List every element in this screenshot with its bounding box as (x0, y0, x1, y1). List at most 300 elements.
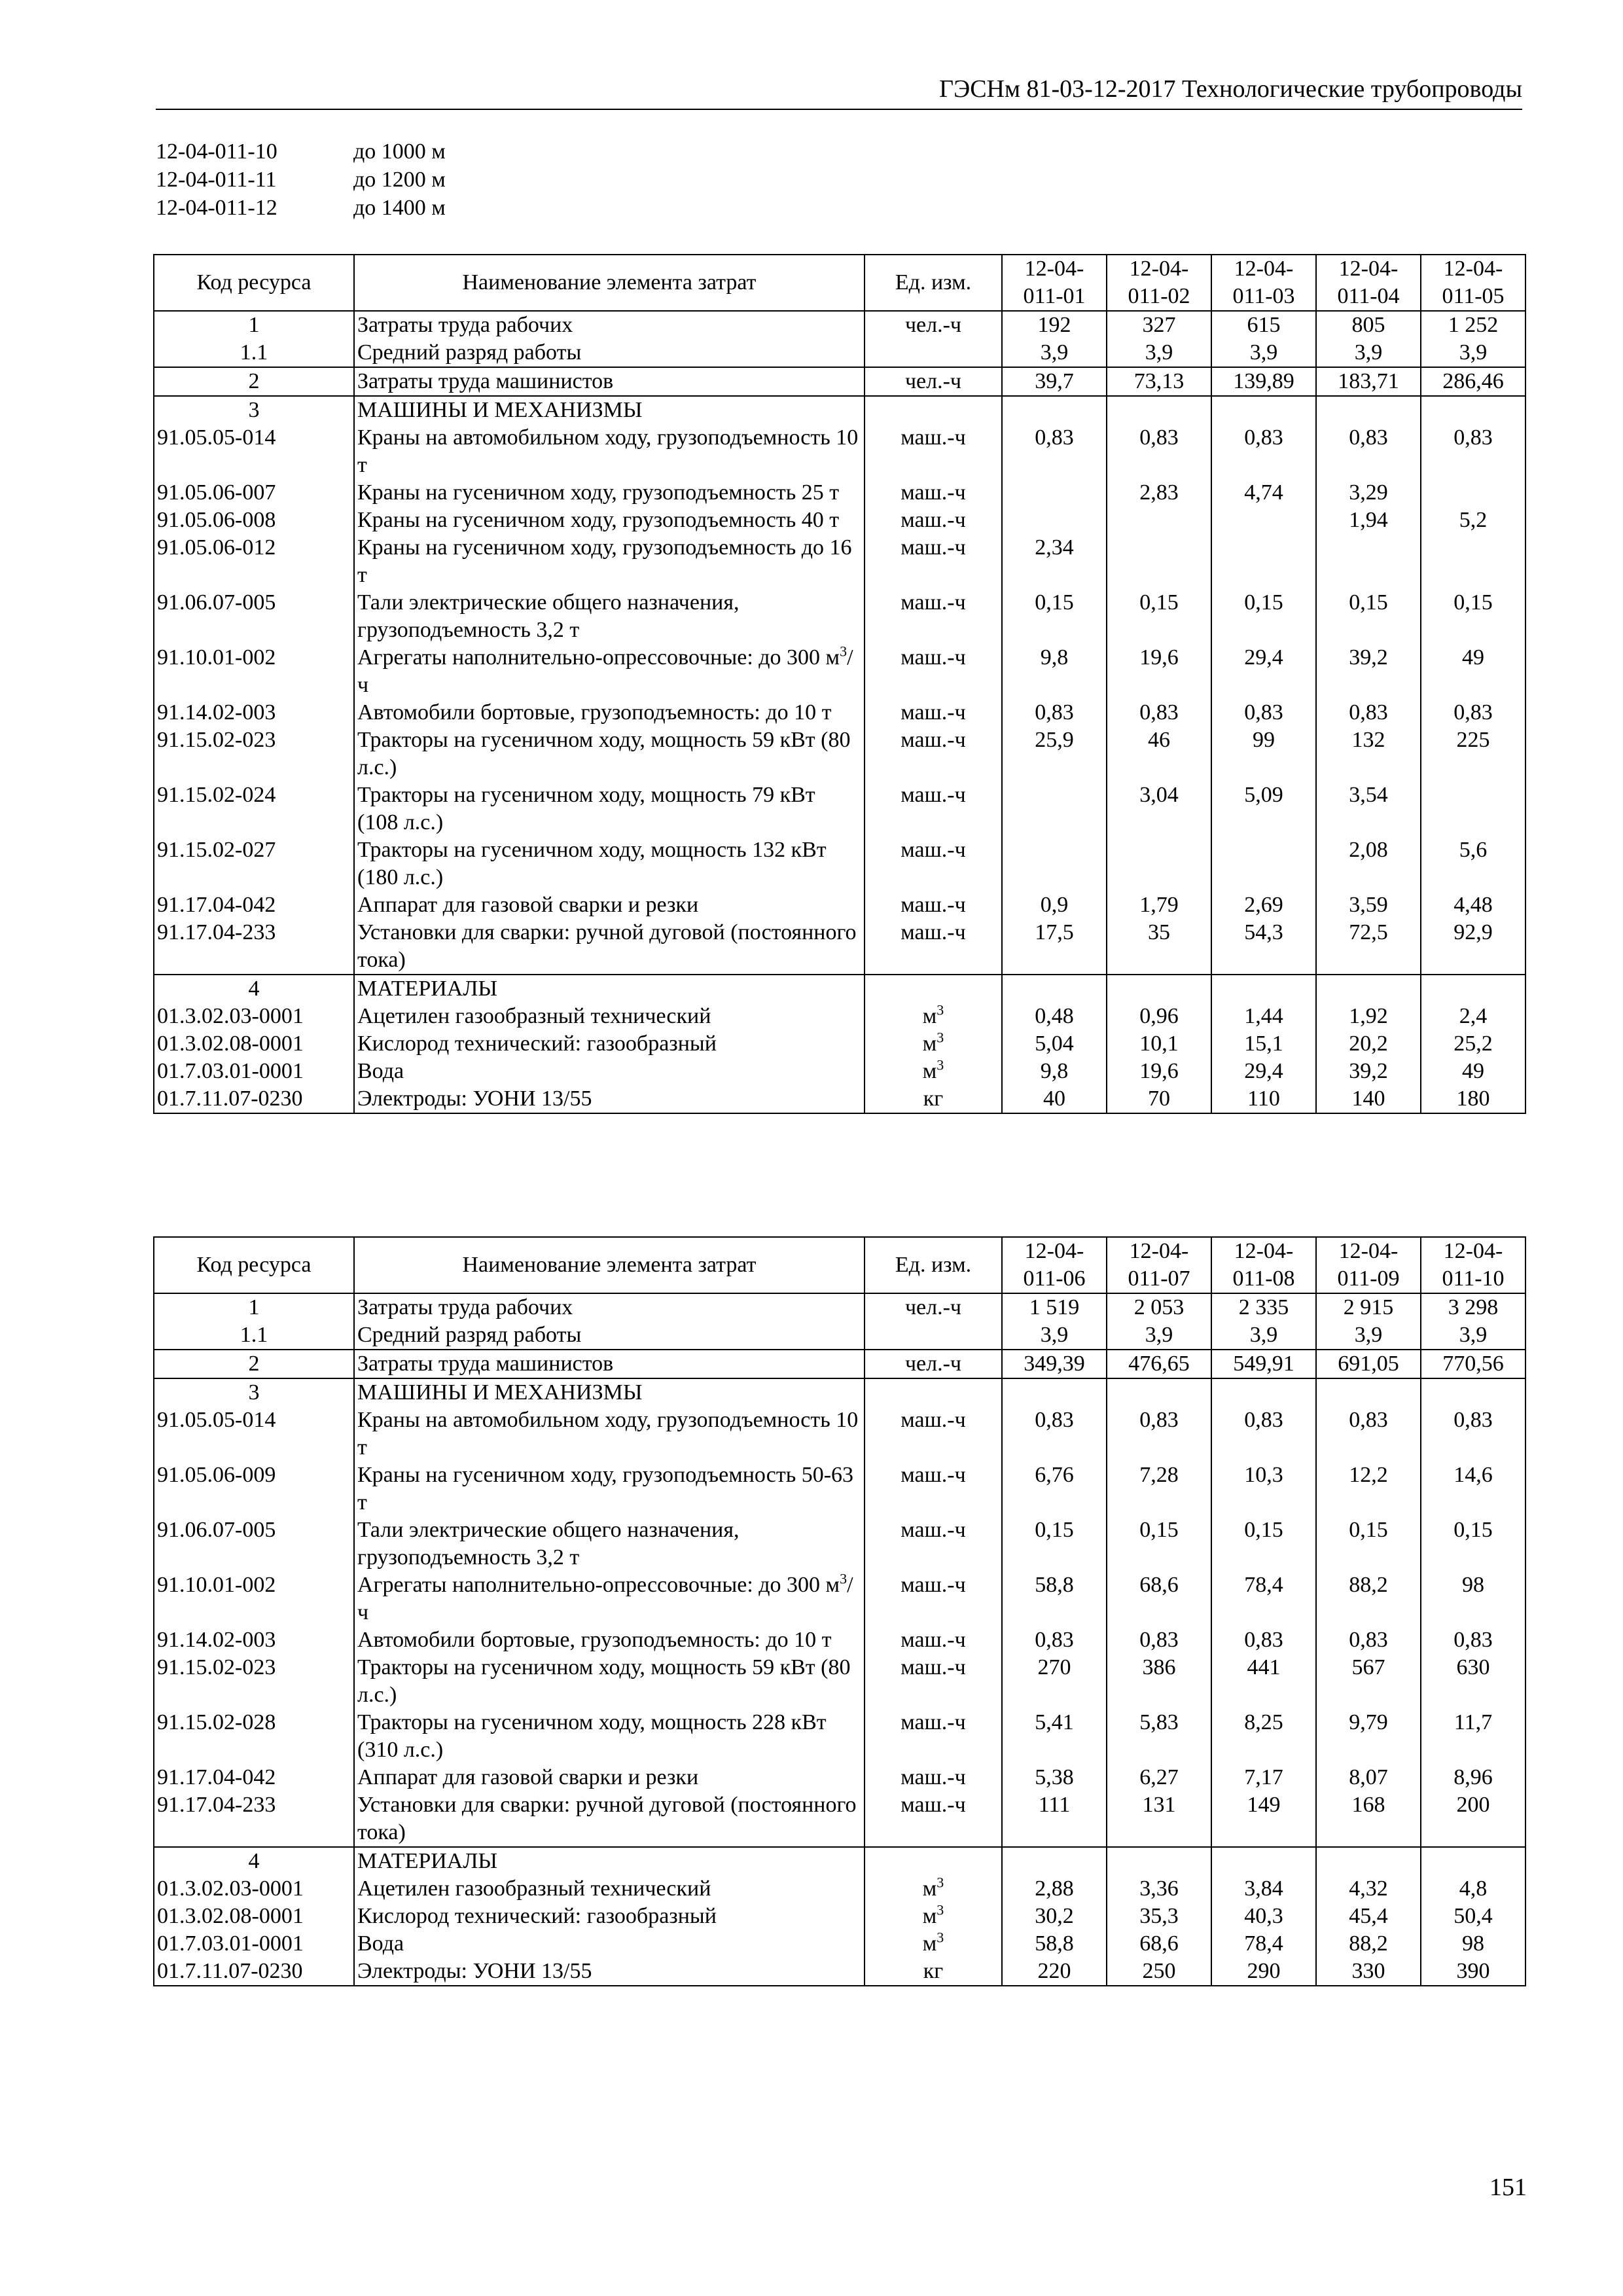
resource-code: 01.7.11.07-0230 (154, 1958, 354, 1986)
name-text: Электроды: УОНИ 13/55 (357, 1959, 592, 1983)
resource-code: 91.05.06-007 (154, 479, 354, 507)
table-row (154, 1516, 1525, 1571)
resource-code: 91.05.05-014 (154, 1407, 354, 1462)
unit-text: маш.-ч (901, 645, 966, 670)
unit-superscript: 3 (936, 1929, 944, 1946)
value-cell: 4,8 (1421, 1875, 1525, 1903)
value-cell: 9,79 (1316, 1709, 1421, 1764)
name-text: Кислород технический: газообразный (357, 1904, 717, 1928)
intro-text: до 1000 м (353, 139, 446, 164)
intro-row (156, 194, 446, 222)
name-text: Краны на автомобильном ходу, грузоподъемность 10 т (357, 425, 859, 477)
value-cell: 132 (1316, 726, 1421, 781)
name-text: Агрегаты наполнительно-опрессовочные: до 300 м (357, 645, 840, 670)
value-cell (1002, 975, 1107, 1003)
name-text: Автомобили бортовые, грузоподъемность: до 10 т (357, 1628, 832, 1652)
value-cell: 49 (1421, 644, 1525, 699)
cost-element-name (354, 1462, 865, 1516)
value-cell (1211, 1378, 1316, 1407)
value-cell: 3,9 (1316, 339, 1421, 367)
value-cell: 9,8 (1002, 1058, 1107, 1085)
value-cell: 88,2 (1316, 1930, 1421, 1958)
value-cell: 49 (1421, 1058, 1525, 1085)
unit-text: маш.-ч (901, 728, 966, 752)
resource-code: 91.15.02-024 (154, 781, 354, 836)
cost-element-name (354, 1058, 865, 1085)
unit-text: маш.-ч (901, 535, 966, 560)
value-cell: 15,1 (1211, 1030, 1316, 1058)
table-row (154, 1085, 1525, 1113)
unit-text: маш.-ч (901, 838, 966, 862)
value-cell (1211, 1847, 1316, 1875)
value-cell: 70 (1107, 1085, 1211, 1113)
resource-code: 91.15.02-023 (154, 726, 354, 781)
value-cell: 2,69 (1211, 891, 1316, 919)
value-cell: 0,15 (1107, 1516, 1211, 1571)
value-cell: 35 (1107, 919, 1211, 975)
value-cell: 58,8 (1002, 1930, 1107, 1958)
document-title: ГЭСНм 81-03-12-2017 Технологические трубопроводы (939, 75, 1522, 103)
value-cell: 6,27 (1107, 1764, 1211, 1791)
value-cell: 3,9 (1107, 1321, 1211, 1350)
cost-element-name (354, 919, 865, 975)
value-cell: 8,96 (1421, 1764, 1525, 1791)
cost-element-name (354, 699, 865, 726)
value-cell: 3 298 (1421, 1293, 1525, 1321)
section-row (154, 975, 1525, 1003)
name-text: Затраты труда машинистов (357, 369, 614, 393)
section-row (154, 1378, 1525, 1407)
resource-code: 91.17.04-233 (154, 1791, 354, 1847)
unit-text: чел.-ч (904, 1352, 962, 1376)
resource-code: 01.3.02.08-0001 (154, 1030, 354, 1058)
value-cell (1316, 1847, 1421, 1875)
value-cell: 5,6 (1421, 836, 1525, 891)
value-cell: 11,7 (1421, 1709, 1525, 1764)
value-cell: 0,15 (1421, 1516, 1525, 1571)
resource-code: 91.17.04-233 (154, 919, 354, 975)
resource-code: 91.15.02-023 (154, 1654, 354, 1709)
value-cell: 0,48 (1002, 1003, 1107, 1030)
unit-text: кг (923, 1959, 944, 1983)
unit-text: маш.-ч (901, 920, 966, 944)
value-cell: 805 (1316, 311, 1421, 339)
value-cell: 4,48 (1421, 891, 1525, 919)
value-cell: 0,15 (1211, 589, 1316, 644)
resource-code: 91.05.06-012 (154, 534, 354, 589)
unit-text: м (922, 1031, 937, 1056)
unit-superscript: 3 (936, 1901, 944, 1918)
resource-code: 91.05.06-008 (154, 507, 354, 534)
value-cell: 139,89 (1211, 367, 1316, 396)
column-header-rate: 12-04-011-06 (1002, 1237, 1107, 1293)
cost-element-name (354, 726, 865, 781)
unit-cell (865, 1030, 1002, 1058)
name-text: Затраты труда машинистов (357, 1352, 614, 1376)
name-text: Аппарат для газовой сварки и резки (357, 893, 699, 917)
value-cell: 50,4 (1421, 1903, 1525, 1930)
name-text: Тали электрические общего назначения, грузоподъемность 3,2 т (357, 590, 740, 642)
unit-text: маш.-ч (901, 1793, 966, 1817)
cost-element-name (354, 311, 865, 339)
value-cell: 14,6 (1421, 1462, 1525, 1516)
value-cell: 1 519 (1002, 1293, 1107, 1321)
table-row (154, 699, 1525, 726)
cost-element-name (354, 589, 865, 644)
value-cell: 25,9 (1002, 726, 1107, 781)
unit-cell (865, 589, 1002, 644)
cost-element-name (354, 507, 865, 534)
value-cell: 2,34 (1002, 534, 1107, 589)
value-cell (1316, 396, 1421, 424)
value-cell (1002, 479, 1107, 507)
unit-cell (865, 1321, 1002, 1350)
value-cell: 168 (1316, 1791, 1421, 1847)
name-text: МАТЕРИАЛЫ (357, 1849, 498, 1873)
column-header-rate: 12-04-011-01 (1002, 255, 1107, 311)
running-header (156, 73, 1522, 110)
unit-cell (865, 1378, 1002, 1407)
value-cell: 290 (1211, 1958, 1316, 1986)
resource-code: 91.15.02-027 (154, 836, 354, 891)
value-cell (1211, 836, 1316, 891)
value-cell: 225 (1421, 726, 1525, 781)
value-cell: 88,2 (1316, 1571, 1421, 1626)
value-cell: 5,41 (1002, 1709, 1107, 1764)
value-cell: 0,9 (1002, 891, 1107, 919)
column-header-rate: 12-04-011-04 (1316, 255, 1421, 311)
intro-row (156, 137, 446, 166)
table-row (154, 589, 1525, 644)
value-cell (1421, 975, 1525, 1003)
table-row (154, 1958, 1525, 1986)
unit-cell (865, 339, 1002, 367)
value-cell: 4,74 (1211, 479, 1316, 507)
value-cell: 1 252 (1421, 311, 1525, 339)
table-row (154, 1791, 1525, 1847)
value-cell: 567 (1316, 1654, 1421, 1709)
value-cell: 149 (1211, 1791, 1316, 1847)
name-text: МАШИНЫ И МЕХАНИЗМЫ (357, 398, 643, 422)
column-header-rate: 12-04-011-05 (1421, 255, 1525, 311)
unit-text: чел.-ч (904, 313, 962, 337)
unit-text: м (922, 1904, 937, 1928)
value-cell: 68,6 (1107, 1930, 1211, 1958)
unit-cell (865, 1930, 1002, 1958)
value-cell: 3,9 (1107, 339, 1211, 367)
table-row (154, 1293, 1525, 1321)
name-text: Средний разряд работы (357, 1323, 582, 1347)
value-cell (1002, 836, 1107, 891)
value-cell: 5,38 (1002, 1764, 1107, 1791)
unit-cell (865, 396, 1002, 424)
column-header-code: Код ресурса (154, 1237, 354, 1293)
value-cell: 386 (1107, 1654, 1211, 1709)
value-cell: 35,3 (1107, 1903, 1211, 1930)
value-cell (1421, 396, 1525, 424)
cost-element-name (354, 1571, 865, 1626)
value-cell: 0,15 (1002, 1516, 1107, 1571)
unit-text: маш.-ч (901, 425, 966, 450)
table-row (154, 1930, 1525, 1958)
unit-cell (865, 699, 1002, 726)
name-text: Краны на автомобильном ходу, грузоподъемность 10 т (357, 1408, 859, 1460)
value-cell: 0,15 (1316, 1516, 1421, 1571)
unit-text: маш.-ч (901, 590, 966, 615)
unit-cell (865, 975, 1002, 1003)
unit-superscript: 3 (936, 1001, 944, 1018)
cost-element-name (354, 1791, 865, 1847)
page-number: 151 (1489, 2174, 1527, 2201)
value-cell (1316, 975, 1421, 1003)
column-header-name: Наименование элемента затрат (354, 1237, 865, 1293)
value-cell: 140 (1316, 1085, 1421, 1113)
unit-cell (865, 1462, 1002, 1516)
value-cell (1002, 396, 1107, 424)
value-cell: 4,32 (1316, 1875, 1421, 1903)
name-text: Кислород технический: газообразный (357, 1031, 717, 1056)
value-cell (1107, 507, 1211, 534)
value-cell: 3,9 (1316, 1321, 1421, 1350)
cost-element-name (354, 1350, 865, 1378)
name-text: Краны на гусеничном ходу, грузоподъемность 40 т (357, 508, 840, 532)
unit-cell (865, 1516, 1002, 1571)
name-text: Тракторы на гусеничном ходу, мощность 79 кВт (108 л.с.) (357, 783, 815, 834)
cost-element-name (354, 1321, 865, 1350)
resource-code: 4 (154, 975, 354, 1003)
unit-text: маш.-ч (901, 893, 966, 917)
cost-element-name (354, 1003, 865, 1030)
name-text: Ацетилен газообразный технический (357, 1004, 711, 1028)
name-text: МАШИНЫ И МЕХАНИЗМЫ (357, 1380, 643, 1405)
cost-element-name (354, 367, 865, 396)
unit-cell (865, 726, 1002, 781)
value-cell: 2 915 (1316, 1293, 1421, 1321)
unit-cell (865, 1764, 1002, 1791)
table-row (154, 781, 1525, 836)
value-cell: 349,39 (1002, 1350, 1107, 1378)
unit-cell (865, 1626, 1002, 1654)
name-text: Краны на гусеничном ходу, грузоподъемность 25 т (357, 480, 840, 505)
value-cell (1002, 781, 1107, 836)
value-cell: 1,94 (1316, 507, 1421, 534)
unit-text: маш.-ч (901, 508, 966, 532)
resource-code: 91.17.04-042 (154, 1764, 354, 1791)
unit-text: маш.-ч (901, 1710, 966, 1734)
section-row (154, 1847, 1525, 1875)
value-cell: 73,13 (1107, 367, 1211, 396)
value-cell: 110 (1211, 1085, 1316, 1113)
resource-code: 01.3.02.08-0001 (154, 1903, 354, 1930)
value-cell: 286,46 (1421, 367, 1525, 396)
resource-code: 2 (154, 367, 354, 396)
unit-cell (865, 781, 1002, 836)
value-cell (1002, 1378, 1107, 1407)
value-cell: 0,15 (1002, 589, 1107, 644)
value-cell: 3,9 (1211, 339, 1316, 367)
value-cell: 3,29 (1316, 479, 1421, 507)
value-cell (1107, 836, 1211, 891)
value-cell: 192 (1002, 311, 1107, 339)
value-cell: 270 (1002, 1654, 1107, 1709)
unit-cell (865, 836, 1002, 891)
unit-cell (865, 1407, 1002, 1462)
unit-cell (865, 644, 1002, 699)
value-cell: 3,04 (1107, 781, 1211, 836)
name-text: Тракторы на гусеничном ходу, мощность 59 кВт (80 л.с.) (357, 728, 851, 780)
resource-table-1 (153, 254, 1526, 1114)
unit-text: м (922, 1876, 937, 1901)
value-cell: 19,6 (1107, 644, 1211, 699)
table-row (154, 311, 1525, 339)
value-cell: 3,9 (1002, 1321, 1107, 1350)
table-row (154, 1764, 1525, 1791)
value-cell: 220 (1002, 1958, 1107, 1986)
resource-code: 91.05.05-014 (154, 424, 354, 479)
unit-text: маш.-ч (901, 1408, 966, 1432)
value-cell: 2,4 (1421, 1003, 1525, 1030)
unit-text: м (922, 1931, 937, 1956)
unit-text: маш.-ч (901, 1765, 966, 1789)
name-text: Аппарат для газовой сварки и резки (357, 1765, 699, 1789)
value-cell (1002, 1847, 1107, 1875)
value-cell (1211, 534, 1316, 589)
unit-text: м (922, 1004, 937, 1028)
cost-element-name (354, 339, 865, 367)
value-cell: 0,15 (1211, 1516, 1316, 1571)
value-cell: 131 (1107, 1791, 1211, 1847)
resource-code: 91.10.01-002 (154, 1571, 354, 1626)
table-row (154, 1350, 1525, 1378)
intro-code: 12-04-011-12 (156, 196, 277, 220)
value-cell: 0,83 (1002, 424, 1107, 479)
value-cell: 0,83 (1107, 1626, 1211, 1654)
value-cell: 9,8 (1002, 644, 1107, 699)
value-cell: 8,25 (1211, 1709, 1316, 1764)
value-cell (1421, 1378, 1525, 1407)
table-row (154, 1654, 1525, 1709)
resource-code: 91.10.01-002 (154, 644, 354, 699)
value-cell: 1,92 (1316, 1003, 1421, 1030)
value-cell: 39,2 (1316, 644, 1421, 699)
value-cell: 2,08 (1316, 836, 1421, 891)
cost-element-name (354, 1030, 865, 1058)
unit-cell (865, 507, 1002, 534)
table-row (154, 1462, 1525, 1516)
value-cell: 58,8 (1002, 1571, 1107, 1626)
unit-cell (865, 1791, 1002, 1847)
cost-element-name (354, 891, 865, 919)
value-cell: 250 (1107, 1958, 1211, 1986)
cost-element-name (354, 1516, 865, 1571)
value-cell (1421, 781, 1525, 836)
unit-cell (865, 479, 1002, 507)
table-row (154, 836, 1525, 891)
value-cell: 5,83 (1107, 1709, 1211, 1764)
column-header-rate: 12-04-011-08 (1211, 1237, 1316, 1293)
value-cell: 7,17 (1211, 1764, 1316, 1791)
name-text: Краны на гусеничном ходу, грузоподъемность 50-63 т (357, 1463, 854, 1515)
value-cell (1002, 507, 1107, 534)
value-cell: 0,83 (1211, 424, 1316, 479)
name-text: Электроды: УОНИ 13/55 (357, 1086, 592, 1111)
unit-cell (865, 1058, 1002, 1085)
column-header-rate: 12-04-011-03 (1211, 255, 1316, 311)
value-cell: 0,83 (1107, 699, 1211, 726)
cost-element-name (354, 1626, 865, 1654)
table-row (154, 1709, 1525, 1764)
table-row (154, 367, 1525, 396)
value-cell: 0,15 (1316, 589, 1421, 644)
cost-element-name (354, 534, 865, 589)
resource-code: 91.14.02-003 (154, 1626, 354, 1654)
value-cell: 0,96 (1107, 1003, 1211, 1030)
cost-element-name (354, 1709, 865, 1764)
table-row (154, 507, 1525, 534)
value-cell: 10,3 (1211, 1462, 1316, 1516)
value-cell: 2 053 (1107, 1293, 1211, 1321)
resource-code: 2 (154, 1350, 354, 1378)
value-cell: 615 (1211, 311, 1316, 339)
table-row (154, 919, 1525, 975)
value-cell: 25,2 (1421, 1030, 1525, 1058)
value-cell: 2,83 (1107, 479, 1211, 507)
table-row (154, 424, 1525, 479)
unit-cell (865, 534, 1002, 589)
value-cell: 2 335 (1211, 1293, 1316, 1321)
cost-element-name (354, 1085, 865, 1113)
value-cell: 0,83 (1107, 424, 1211, 479)
value-cell: 3,36 (1107, 1875, 1211, 1903)
cost-element-name (354, 1847, 865, 1875)
resource-code: 91.05.06-009 (154, 1462, 354, 1516)
value-cell: 5,09 (1211, 781, 1316, 836)
value-cell: 200 (1421, 1791, 1525, 1847)
value-cell: 0,15 (1421, 589, 1525, 644)
unit-cell (865, 311, 1002, 339)
resource-table-2 (153, 1236, 1526, 1986)
cost-element-name (354, 1875, 865, 1903)
value-cell: 72,5 (1316, 919, 1421, 975)
name-tail: /ч (357, 645, 853, 697)
value-cell: 46 (1107, 726, 1211, 781)
unit-text: маш.-ч (901, 783, 966, 807)
value-cell: 3,54 (1316, 781, 1421, 836)
unit-cell (865, 1903, 1002, 1930)
value-cell: 40 (1002, 1085, 1107, 1113)
resource-code: 01.3.02.03-0001 (154, 1003, 354, 1030)
value-cell (1421, 1847, 1525, 1875)
resource-code: 1 (154, 311, 354, 339)
unit-text: маш.-ч (901, 1463, 966, 1487)
value-cell: 29,4 (1211, 644, 1316, 699)
table-row (154, 1626, 1525, 1654)
value-cell: 0,83 (1316, 424, 1421, 479)
value-cell: 327 (1107, 311, 1211, 339)
value-cell: 39,2 (1316, 1058, 1421, 1085)
unit-cell (865, 424, 1002, 479)
table-row (154, 1003, 1525, 1030)
value-cell (1211, 396, 1316, 424)
resource-code: 01.7.11.07-0230 (154, 1085, 354, 1113)
table-row (154, 644, 1525, 699)
intro-code: 12-04-011-10 (156, 139, 277, 164)
unit-cell (865, 1847, 1002, 1875)
value-cell: 1,44 (1211, 1003, 1316, 1030)
value-cell: 30,2 (1002, 1903, 1107, 1930)
cost-element-name (354, 836, 865, 891)
name-text: Тракторы на гусеничном ходу, мощность 132 кВт (180 л.с.) (357, 838, 827, 889)
